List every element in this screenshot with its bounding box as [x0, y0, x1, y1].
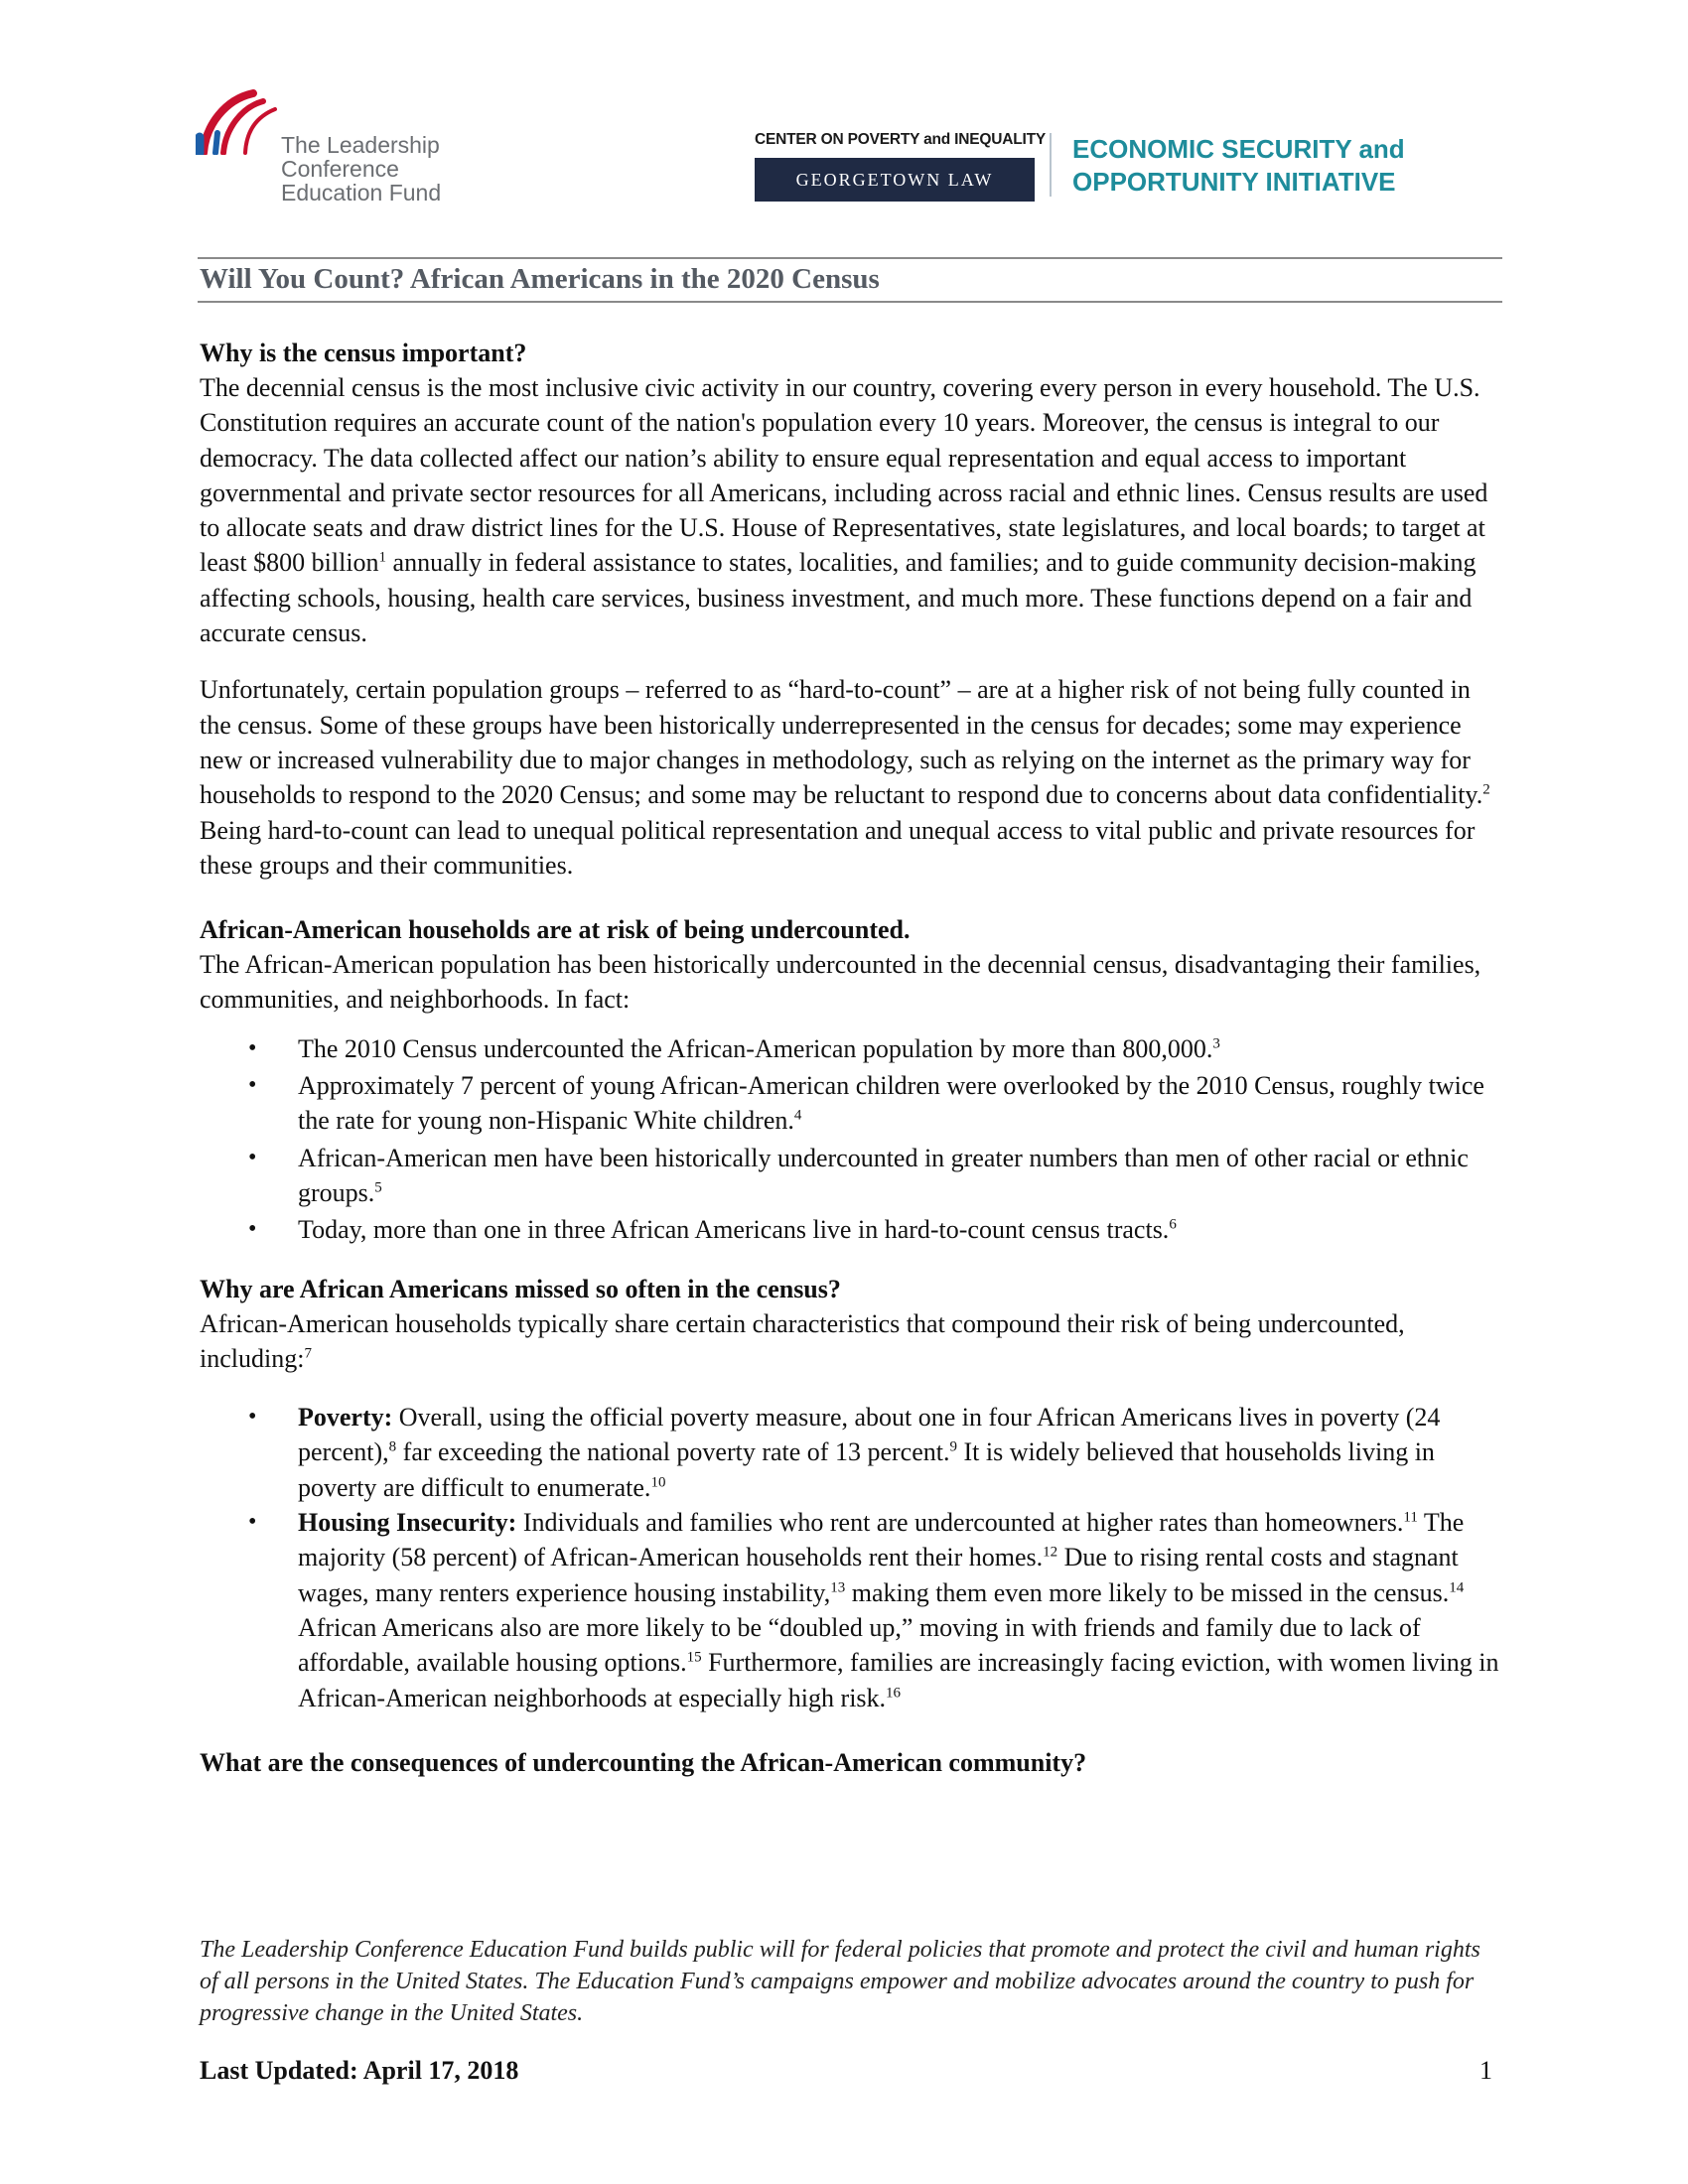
leadership-conference-name: The Leadership Conference Education Fund	[281, 132, 442, 205]
arch-icon	[196, 85, 285, 155]
title-rule-top	[198, 257, 1502, 259]
last-updated: Last Updated: April 17, 2018	[200, 2056, 519, 2085]
page-number: 1	[1479, 2056, 1492, 2085]
list-item: • Housing Insecurity: Individuals and families who rent are undercounted at higher rates than homeowners.$^{11}$ The majority (58 percent) of African-American households rent their homes.$^{12}$ Due to rising rental costs and stagnant wages, many renters experience housing instability,$^{13}$ making them even more likely to be missed in the census.$^{14}$ African Americans also are more likely to be “doubled up,” moving in with friends and family due to lack of affordable, available housing options.$^{15}$ Furthermore, families are increasingly facing eviction, with women living in African-American neighborhoods at especially high risk.$^{16}$	[200, 1505, 1502, 1715]
footnote-ref: 2	[1482, 781, 1490, 798]
section-heading: Why is the census important?	[200, 339, 527, 367]
leadership-conference-logo	[196, 85, 454, 214]
document-title: Will You Count? African Americans in the 2020 Census	[200, 263, 880, 295]
georgetown-cpi-logo	[755, 131, 1047, 202]
footnote-ref: 1	[378, 549, 387, 566]
paragraph: The African-American population has been historically undercounted in the decennial census, disadvantaging their families, communities, and neighborhoods. In fact:	[200, 950, 1481, 1015]
georgetown-law-bar: GEORGETOWN LAW	[755, 158, 1035, 202]
bullet-list	[200, 1400, 1502, 1715]
logo-divider	[1050, 133, 1052, 197]
list-item: • Poverty: Overall, using the official poverty measure, about one in four African Americans lives in poverty (24 percent),$^8$ far exceeding the national poverty rate of 13 percent.$^9$ It is widely believed that households living in poverty are difficult to enumerate.$^{10}$	[200, 1400, 1502, 1505]
section-heading: African-American households are at risk of being undercounted.	[200, 915, 911, 945]
paragraph: African-American households typically share certain characteristics that compound their risk of being undercounted, including:$^7$	[200, 1308, 1405, 1373]
title-rule-bottom	[198, 301, 1502, 303]
bullet-list	[200, 1031, 1502, 1248]
mission-statement: The Leadership Conference Education Fund builds public will for federal policies that promote and protect the civil and human rights of all persons in the United States. The Education Fund’s campaigns empower and mobilize advocates around the country to push for progressive change in the United States.	[200, 1937, 1480, 2026]
economic-security-logo: ECONOMIC SECURITY and OPPORTUNITY INITIATIVE	[1072, 134, 1405, 197]
cpi-name: CENTER ON POVERTY and INEQUALITY	[755, 131, 1047, 148]
paragraph: Unfortunately, certain population groups – referred to as “hard-to-count” – are at a higher risk of not being fully counted in the census. Some of these groups have been historically underrepresented in the census for decades; some may experience new or increased vulnerability due to major changes in methodology, such as relying on the internet as the primary way for households to respond to the 2020 Census; and some may be reluctant to respond due to concerns about data confidentiality.$^2$ Being hard-to-count can lead to unequal political representation and unequal access to vital public and private resources for these groups and their communities.	[200, 675, 1490, 880]
section-heading: Why are African Americans missed so often in the census?	[200, 1274, 841, 1303]
document-body	[200, 336, 1502, 1780]
list-item: • Today, more than one in three African Americans live in hard-to-count census tracts.$^6$	[200, 1212, 1502, 1247]
list-item: • African-American men have been historically undercounted in greater numbers than men of other racial or ethnic groups.$^5$	[200, 1141, 1502, 1211]
list-item: • Approximately 7 percent of young African-American children were overlooked by the 2010 Census, roughly twice the rate for young non-Hispanic White children.$^4$	[200, 1068, 1502, 1139]
paragraph: The decennial census is the most inclusive civic activity in our country, covering every person in every household. The U.S. Constitution requires an accurate count of the nation's population every 10 years. Moreover, the census is integral to our democracy. The data collected affect our nation’s ability to ensure equal representation and equal access to important governmental and private sector resources for all Americans, including across racial and ethnic lines. Census results are used to allocate seats and draw district lines for the U.S. House of Representatives, state legislatures, and local boards; to target at least $800 billion$^1$ annually in federal assistance to states, localities, and families; and to guide community decision-making affecting schools, housing, health care services, business investment, and much more. These functions depend on a fair and accurate census.	[200, 373, 1488, 648]
list-item: • The 2010 Census undercounted the African-American population by more than 800,000.$^3$	[200, 1031, 1502, 1066]
section-heading: What are the consequences of undercounting the African-American community?	[200, 1747, 1087, 1777]
